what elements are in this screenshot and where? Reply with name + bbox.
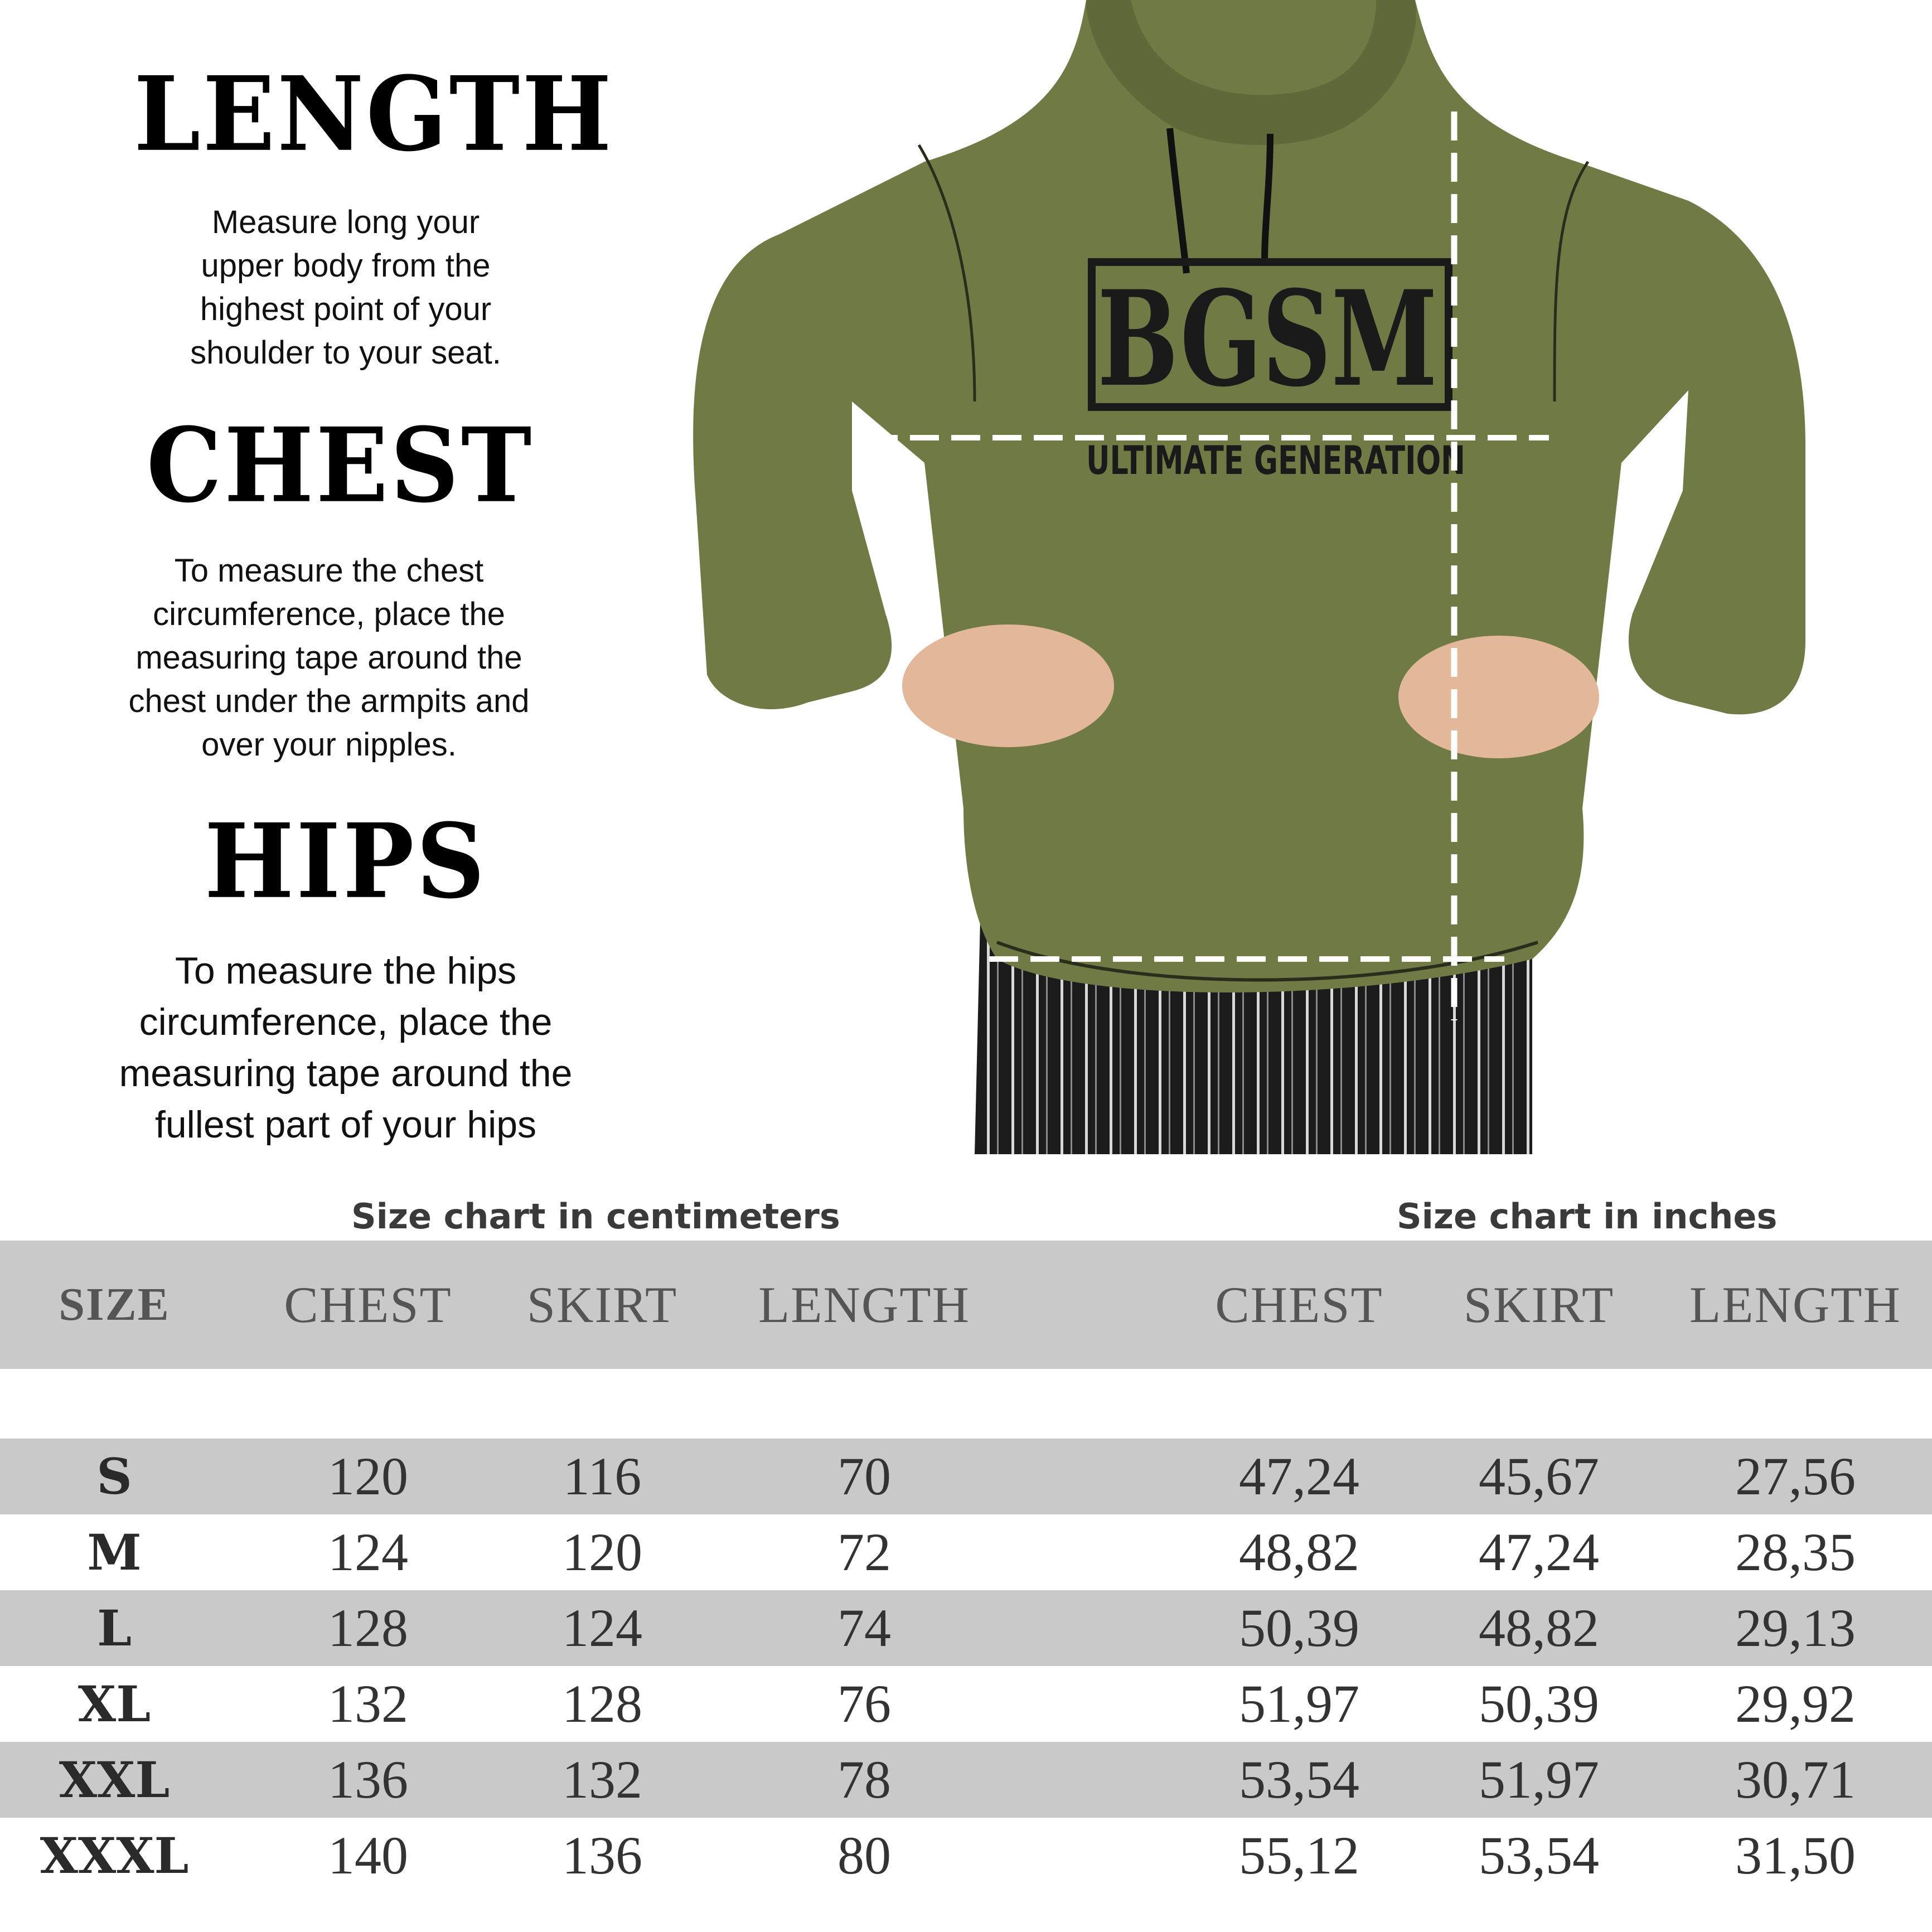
size-cell: XXXL (40, 1827, 189, 1885)
in-length-cell: 27,56 (1735, 1446, 1856, 1506)
cm-length-cell: 78 (837, 1750, 891, 1809)
header-cm-length: LENGTH (758, 1276, 970, 1333)
in-skirt-cell: 45,67 (1479, 1446, 1599, 1506)
in-length-cell: 30,71 (1735, 1750, 1856, 1809)
in-length-cell: 29,13 (1735, 1598, 1856, 1658)
cm-chest-cell: 140 (328, 1826, 408, 1885)
hips-heading: HIPS (204, 801, 487, 922)
cm-length-cell: 74 (837, 1598, 891, 1658)
length-heading: LENGTH (134, 54, 614, 175)
in-chest-cell: 51,97 (1239, 1674, 1359, 1734)
size-cell: XL (78, 1675, 151, 1733)
cm-chest-cell: 128 (328, 1598, 408, 1658)
in-length-cell: 31,50 (1735, 1826, 1856, 1885)
in-skirt-cell: 50,39 (1479, 1674, 1599, 1734)
cm-chest-cell: 136 (328, 1750, 408, 1809)
chest-heading: CHEST (146, 405, 534, 526)
size-cell: XXL (59, 1751, 170, 1809)
table-row (0, 1514, 1932, 1590)
in-length-cell: 28,35 (1735, 1522, 1856, 1582)
in-chest-cell: 55,12 (1239, 1826, 1359, 1885)
in-skirt-cell: 48,82 (1479, 1598, 1599, 1658)
in-chest-cell: 50,39 (1239, 1598, 1359, 1658)
brand-logo: BGSM (1097, 262, 1437, 416)
length-description: Measure long your upper body from the highest point of your shoulder to your seat. (190, 204, 501, 371)
in-skirt-cell: 53,54 (1479, 1826, 1599, 1885)
cm-skirt-cell: 128 (562, 1674, 642, 1734)
header-in-chest: CHEST (1215, 1276, 1383, 1333)
brand-tagline: ULTIMATE GENERATION (1086, 438, 1465, 483)
table-row (0, 1666, 1932, 1742)
cm-length-cell: 70 (837, 1446, 891, 1506)
header-in-skirt: SKIRT (1463, 1276, 1615, 1333)
in-skirt-cell: 51,97 (1479, 1750, 1599, 1809)
size-cell: L (97, 1599, 132, 1657)
chest-description: To measure the chest circumference, place the measuring tape around the chest under the armpits and over your nipples. (128, 553, 530, 763)
left-hand (902, 624, 1114, 747)
header-size: SIZE (59, 1279, 170, 1330)
hoodie-photo (685, 0, 1817, 1154)
in-chest-cell: 48,82 (1239, 1522, 1359, 1582)
cm-chest-cell: 132 (328, 1674, 408, 1734)
caption-inches: Size chart in inches (1397, 1196, 1778, 1237)
caption-centimeters: Size chart in centimeters (351, 1196, 840, 1237)
cm-length-cell: 80 (837, 1826, 891, 1885)
size-cell: M (87, 1523, 142, 1581)
table-row (0, 1439, 1932, 1514)
in-chest-cell: 47,24 (1239, 1446, 1359, 1506)
cm-length-cell: 76 (837, 1674, 891, 1734)
header-cm-chest: CHEST (284, 1276, 452, 1333)
in-chest-cell: 53,54 (1239, 1750, 1359, 1809)
hips-description: To measure the hips circumference, place the measuring tape around the fullest part of your hips (119, 950, 573, 1146)
table-row (0, 1742, 1932, 1818)
cm-skirt-cell: 124 (562, 1598, 642, 1658)
table-row (0, 1818, 1932, 1894)
header-cm-skirt: SKIRT (526, 1276, 678, 1333)
hoodie-illustration (685, 0, 1817, 1154)
in-length-cell: 29,92 (1735, 1674, 1856, 1734)
cm-chest-cell: 120 (328, 1446, 408, 1506)
hoodie-body (693, 0, 1805, 992)
cm-skirt-cell: 136 (562, 1826, 642, 1885)
cm-length-cell: 72 (837, 1522, 891, 1582)
right-hand (1398, 636, 1599, 758)
table-row (0, 1590, 1932, 1666)
cm-skirt-cell: 120 (562, 1522, 642, 1582)
cm-skirt-cell: 132 (562, 1750, 642, 1809)
cm-skirt-cell: 116 (563, 1446, 642, 1506)
header-in-length: LENGTH (1689, 1276, 1901, 1333)
size-cell: S (96, 1447, 132, 1505)
in-skirt-cell: 47,24 (1479, 1522, 1599, 1582)
cm-chest-cell: 124 (328, 1522, 408, 1582)
